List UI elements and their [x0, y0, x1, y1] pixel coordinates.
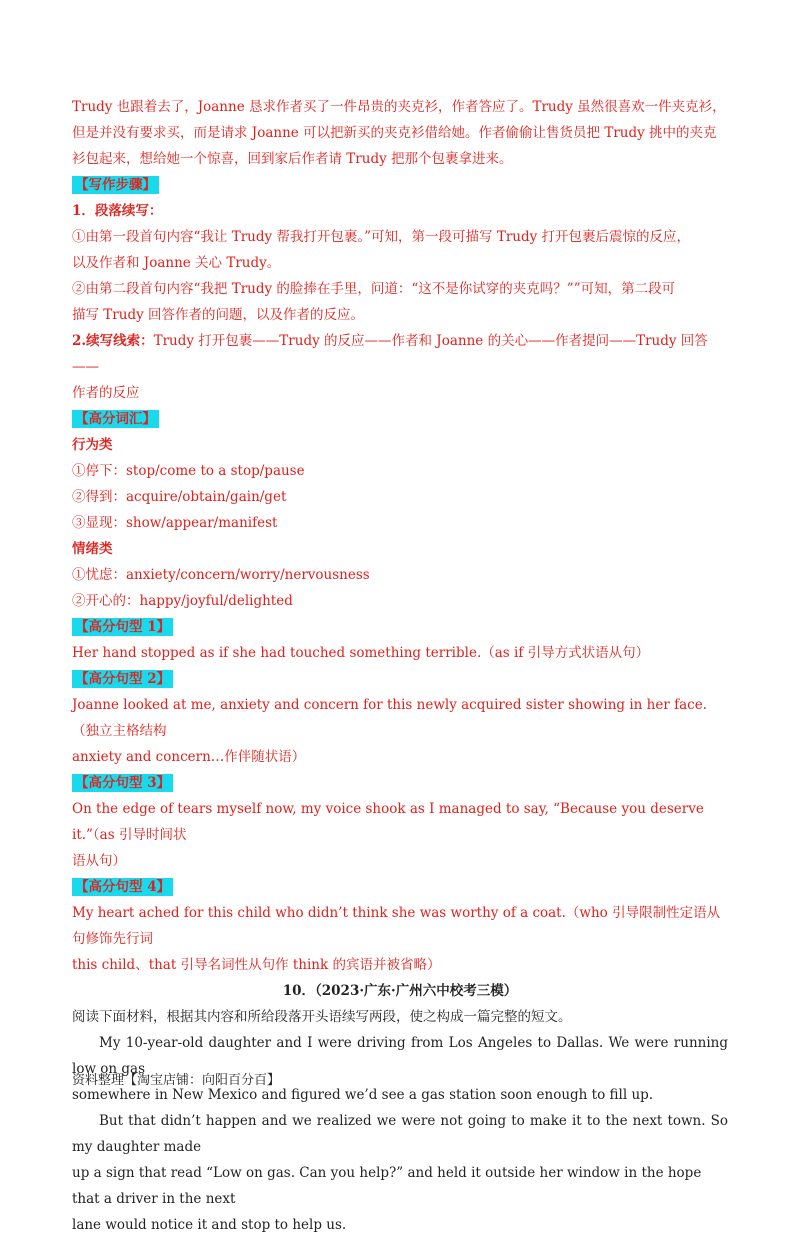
sentence-tag: 【高分句型 2】: [72, 670, 173, 688]
step1-item: 以及作者和 Joanne 关心 Trudy。: [72, 255, 281, 271]
clue-text: Trudy 打开包裹——Trudy 的反应——作者和 Joanne 的关心——作者提问——Trudy 回答——: [72, 333, 708, 375]
sentence-line: Her hand stopped as if she had touched something terrible.（as if 引导方式状语从句）: [72, 645, 650, 661]
vocab-item: ①停下：stop/come to a stop/pause: [72, 463, 305, 479]
sentence-tag: 【高分句型 4】: [72, 878, 173, 896]
passage-line: But that didn’t happen and we realized we were not going to make it to the next town. So my daughter made: [72, 1113, 728, 1155]
sentence-tag: 【高分句型 3】: [72, 774, 173, 792]
passage-line: up a sign that read “Low on gas. Can you help?” and held it outside her window in the hope that a driver in the next: [72, 1165, 702, 1207]
passage-line: somewhere in New Mexico and figured we’d see a gas station soon enough to fill up.: [72, 1087, 654, 1103]
passage-line: My 10-year-old daughter and I were driving from Los Angeles to Dallas. We were running low on gas: [72, 1035, 728, 1077]
document-body: [72, 94, 728, 1238]
sentence-line: 语从句）: [72, 853, 126, 869]
vocab-item: ②得到：acquire/obtain/gain/get: [72, 489, 287, 505]
step1-item: ②由第二段首句内容“我把 Trudy 的脸捧在手里，问道：“这不是你试穿的夹克吗？””可知，第二段可: [72, 281, 676, 297]
clue-label: 2.续写线索：: [72, 333, 154, 349]
sentence-line: On the edge of tears myself now, my voice shook as I managed to say, “Because you deserve it.”（as 引导时间状: [72, 801, 704, 843]
sentence-line: anxiety and concern…作伴随状语）: [72, 749, 306, 765]
vocab-item: ②开心的：happy/joyful/delighted: [72, 593, 293, 609]
clue-line: [72, 328, 728, 380]
passage-line: lane would notice it and stop to help us.: [72, 1217, 347, 1233]
vocab-category: 行为类: [72, 437, 113, 453]
sentence-line: My heart ached for this child who didn’t think she was worthy of a coat.（who 引导限制性定语从句修饰先行词: [72, 905, 721, 947]
footer-note: 资料整理【淘宝店铺：向阳百分百】: [72, 1073, 281, 1088]
intro-line: 但是并没有要求买，而是请求 Joanne 可以把新买的夹克衫借给她。作者偷偷让售货员把 Trudy 挑中的夹克: [72, 125, 717, 141]
intro-line: 衫包起来，想给她一个惊喜，回到家后作者请 Trudy 把那个包裹拿进来。: [72, 151, 513, 167]
step1-item: ①由第一段首句内容“我让 Trudy 帮我打开包裹。”可知，第一段可描写 Trudy 打开包裹后震惊的反应，: [72, 229, 691, 245]
vocab-category: 情绪类: [72, 541, 113, 557]
vocab-tag: 【高分词汇】: [72, 410, 159, 428]
vocab-item: ①忧虑：anxiety/concern/worry/nervousness: [72, 567, 370, 583]
sentence-line: this child、that 引导名词性从句作 think 的宾语并被省略）: [72, 957, 441, 973]
sentence-tag: 【高分句型 1】: [72, 618, 173, 636]
question-instruction: 阅读下面材料，根据其内容和所给段落开头语续写两段，使之构成一篇完整的短文。: [72, 1009, 572, 1025]
writing-steps-tag: 【写作步骤】: [72, 176, 159, 194]
intro-line: Trudy 也跟着去了，Joanne 恳求作者买了一件昂贵的夹克衫，作者答应了。Trudy 虽然很喜欢一件夹克衫，: [72, 99, 726, 115]
clue-line-2: 作者的反应: [72, 385, 140, 401]
sentence-line: Joanne looked at me, anxiety and concern for this newly acquired sister showing in her face.（独立主格结构: [72, 697, 707, 739]
question-heading: 10．（2023·广东·广州六中校考三模）: [282, 983, 518, 999]
vocab-item: ③显现：show/appear/manifest: [72, 515, 278, 531]
step1-item: 描写 Trudy 回答作者的问题，以及作者的反应。: [72, 307, 365, 323]
step1-title: 1．段落续写：: [72, 203, 163, 219]
